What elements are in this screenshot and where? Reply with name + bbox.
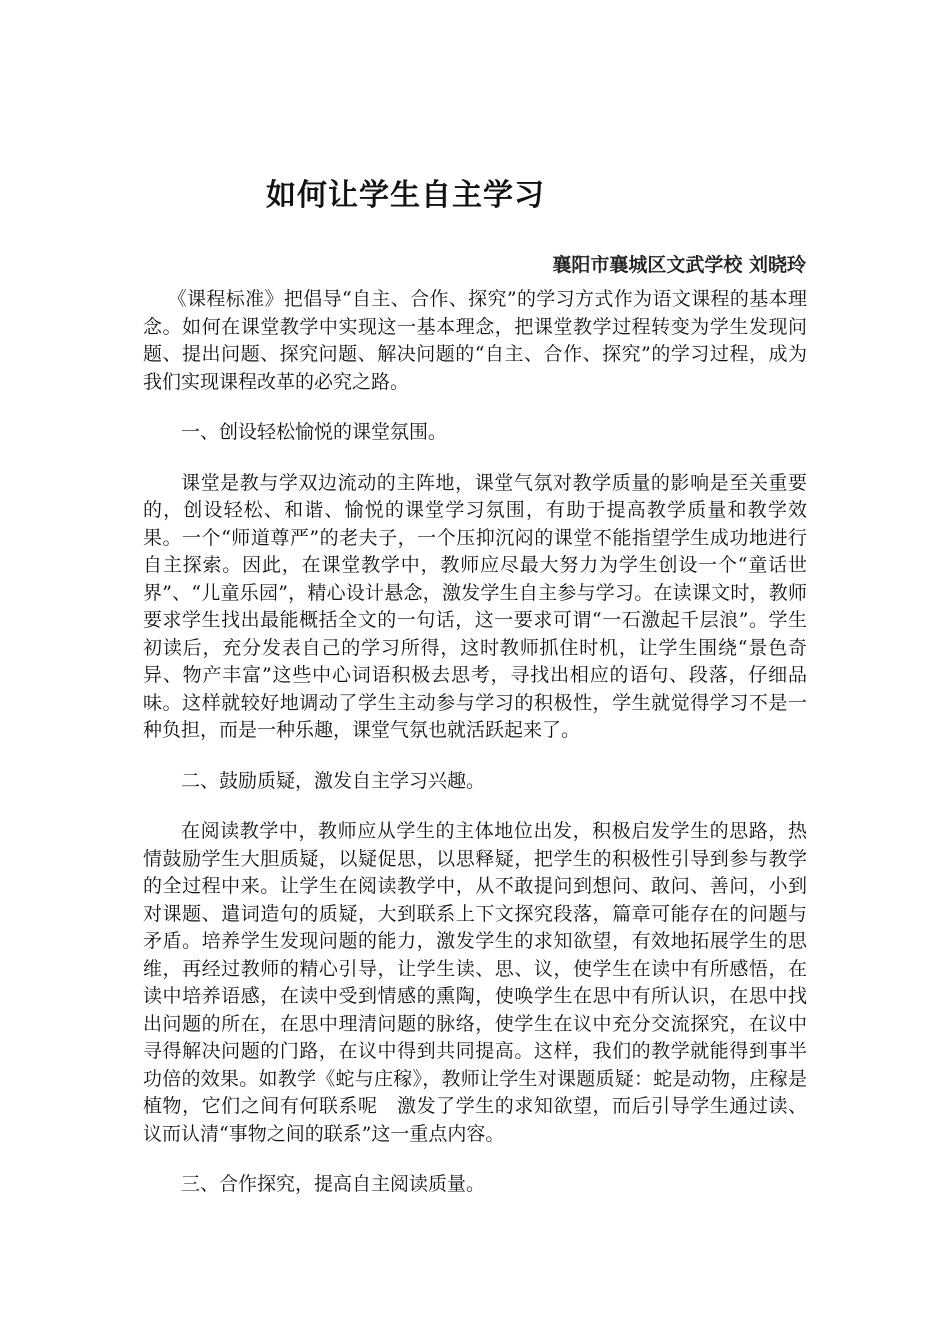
section-1-heading: 一、创设轻松愉悦的课堂氛围。 [181,421,448,443]
paragraph-gap [143,396,807,419]
document-author: 襄阳市襄城区文武学校 刘晓玲 [552,254,806,276]
section-3-heading: 三、合作探究，提高自主阅读质量。 [181,1173,486,1195]
paragraph-gap [143,745,807,768]
paragraph-gap [143,795,807,818]
section-2-paragraph: 在阅读教学中，教师应从学生的主体地位出发，积极启发学生的思路，热情鼓励学生大胆质疑，以疑促思，以思释疑，把学生的积极性引导到参与教学的全过程中来。让学生在阅读教学中，从不敢提问到想问、敢问、善问，小到对课题、遣词造句的质疑，大到联系上下文探究段落，篇章可能存在的问题与矛盾。培养学生发现问题的能力，激发学生的求知欲望，有效地拓展学生的思维，再经过教师的精心引导，让学生读、思、议，使学生在读中有所感悟，在读中培养语感，在读中受到情感的熏陶，使唤学生在思中有所认识，在思中找出问题的所在，在思中理清问题的脉络，使学生在议中充分交流探究，在议中寻得解决问题的门路，在议中得到共同提高。这样，我们的教学就能得到事半功倍的效果。如教学《蛇与庄稼》，教师让学生对课题质疑：蛇是动物，庄稼是植物，它们之间有何联系呢 激发了学生的求知欲望，而后引导学生通过读、议而认清“事物之间的联系”这一重点内容。 [143,820,807,1145]
document-body [143,286,807,1199]
section-2-heading: 二、鼓励质疑，激发自主学习兴趣。 [181,769,486,792]
document-title: 如何让学生自主学习 [266,178,545,213]
section-1-paragraph: 课堂是教与学双边流动的主阵地，课堂气氛对教学质量的影响是至关重要的，创设轻松、和谐、愉悦的课堂学习氛围，有助于提高教学质量和教学效果。一个“师道尊严”的老夫子，一个压抑沉闷的课堂不能指望学生成功地进行自主探索。因此，在课堂教学中，教师应尽最大努力为学生创设一个“童话世界”、“儿童乐园”，精心设计悬念，激发学生自主参与学习。在读课文时，教师要求学生找出最能概括全文的一句话，这一要求可谓“一石激起千层浪”。学生初读后，充分发表自己的学习所得，这时教师抓住时机，让学生围绕“景色奇异、物产丰富”这些中心词语积极去思考，寻找出相应的语句、段落，仔细品味。这样就较好地调动了学生主动参与学习的积极性，学生就觉得学习不是一种负担，而是一种乐趣，课堂气氛也就活跃起来了。 [143,471,807,741]
intro-paragraph: 《课程标准》把倡导“自主、合作、探究”的学习方式作为语文课程的基本理念。如何在课堂教学中实现这一基本理念，把课堂教学过程转变为学生发现问题、提出问题、探究问题、解决问题的“自主、合作、探究”的学习过程，成为我们实现课程改革的必究之路。 [143,288,807,393]
paragraph-gap [143,447,807,470]
paragraph-gap [143,1148,807,1171]
